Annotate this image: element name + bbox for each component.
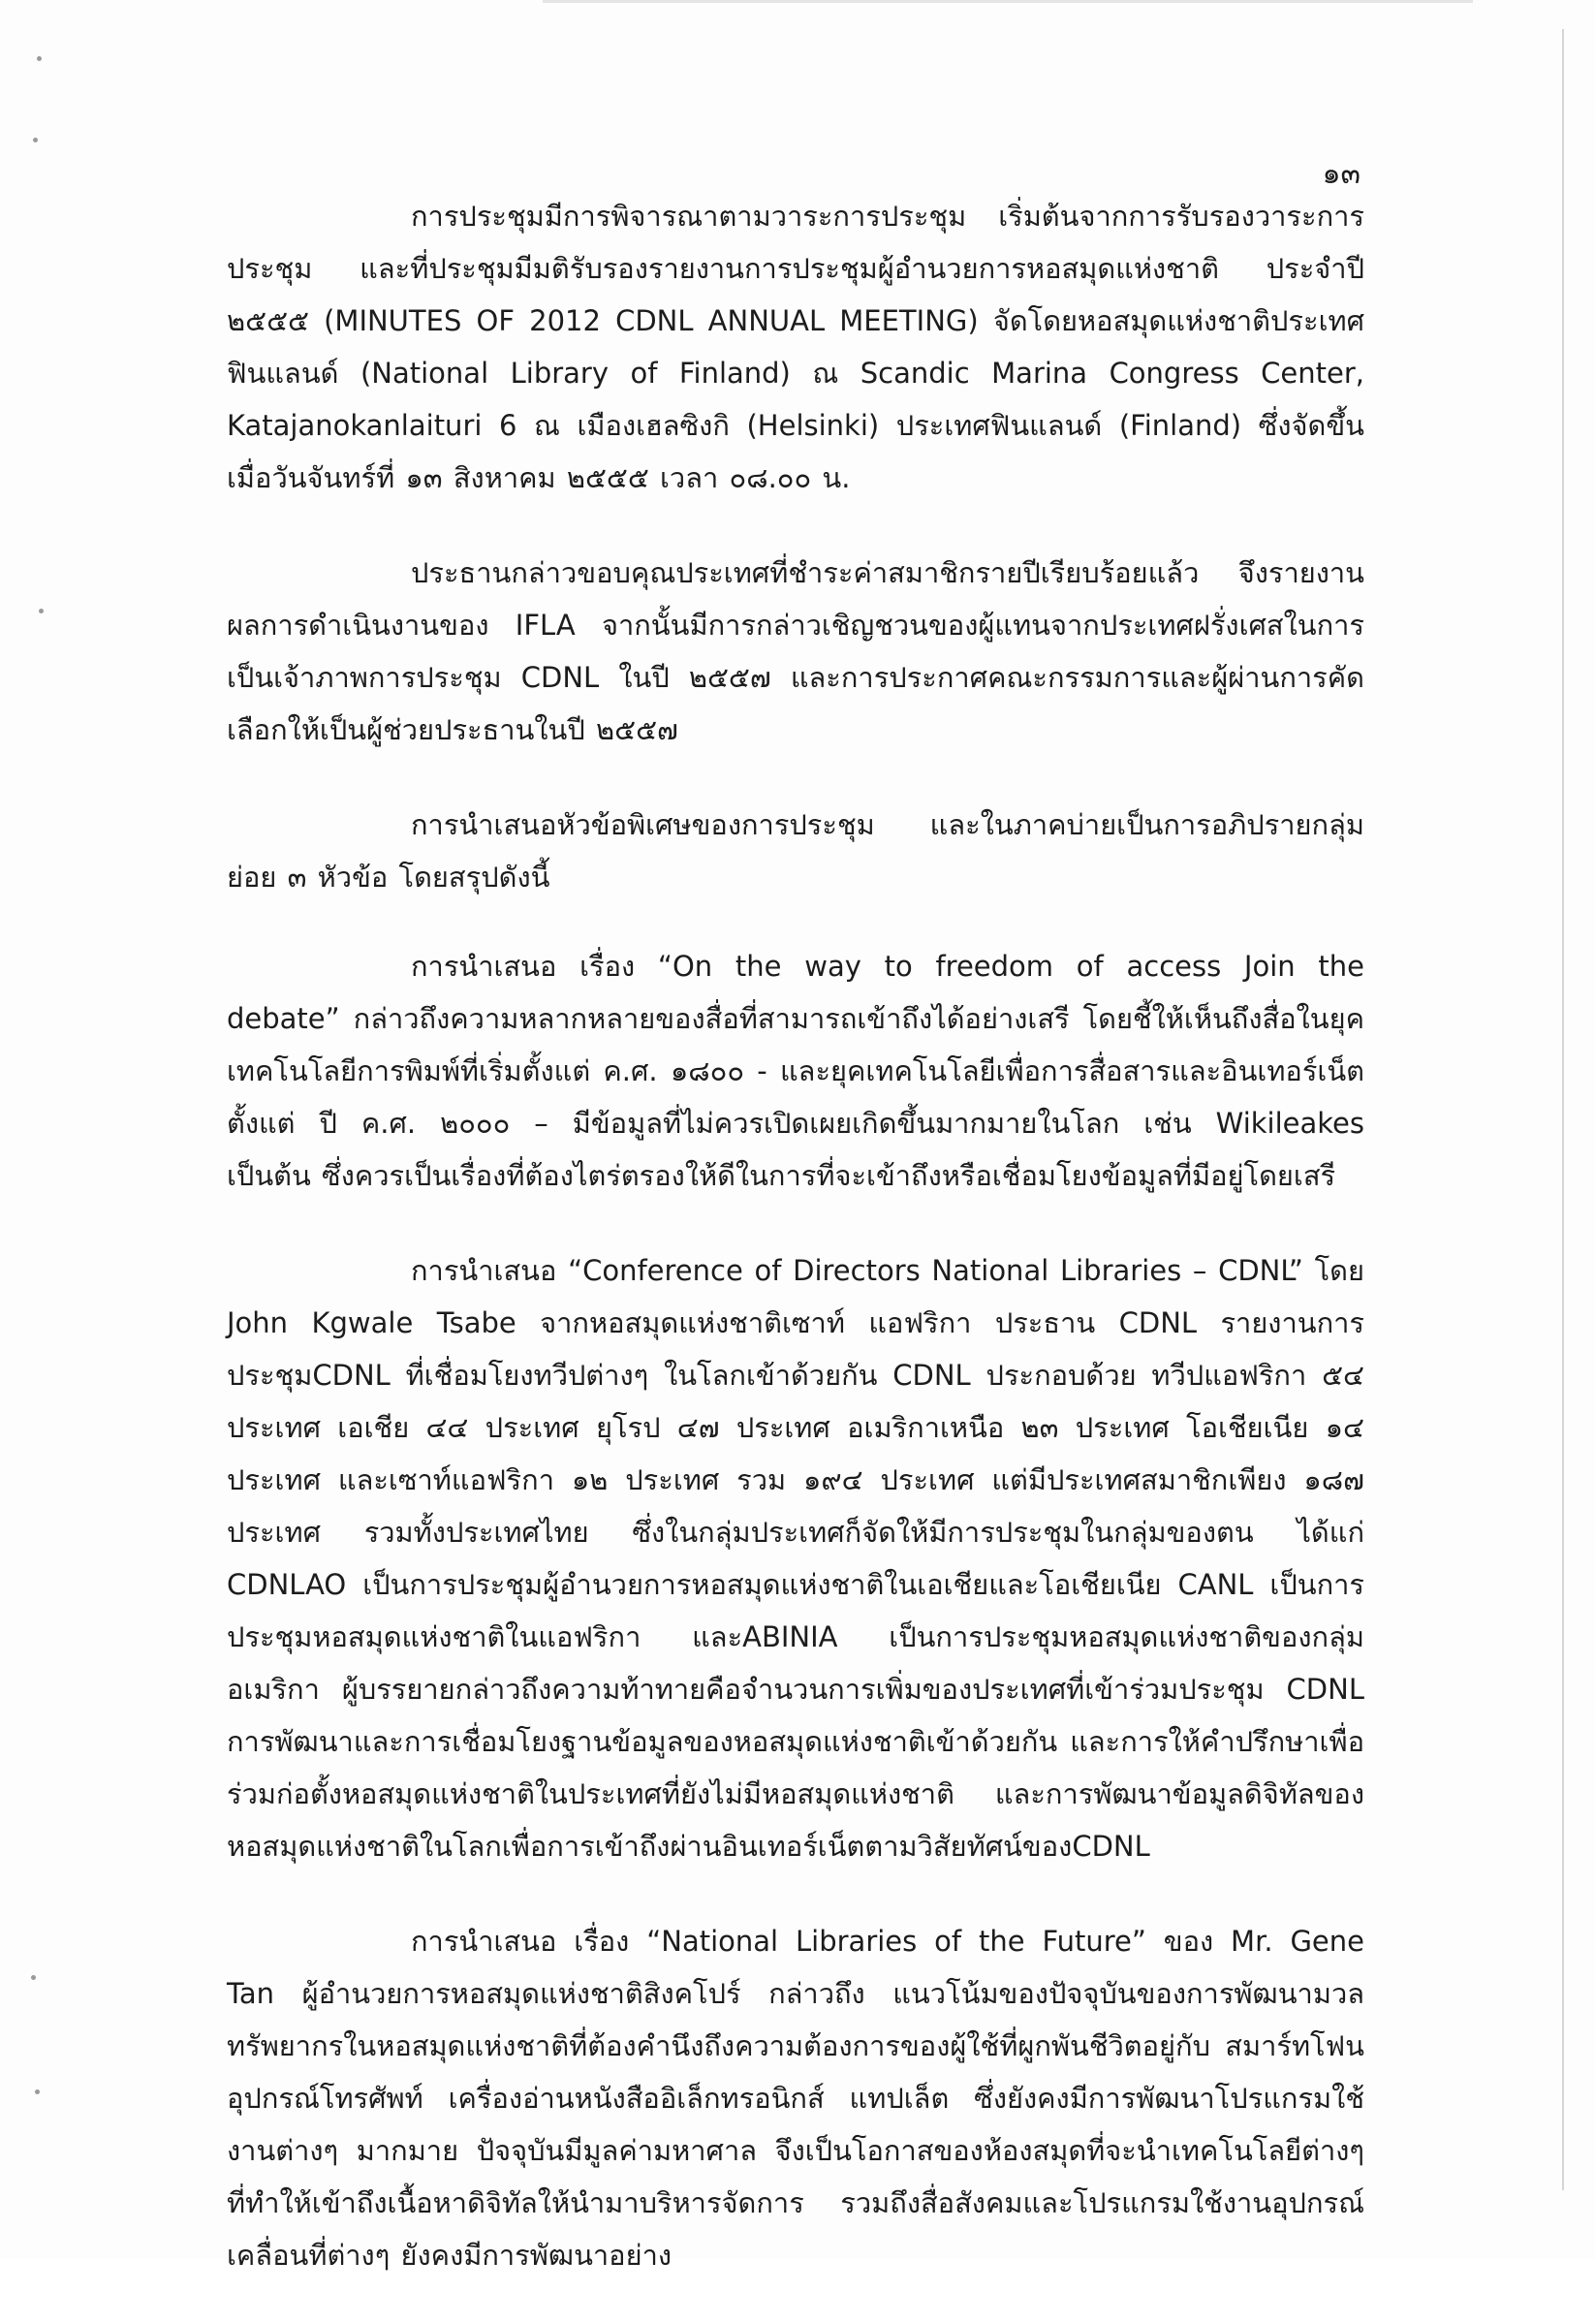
paragraph-cdnl-conference: การนำเสนอ “Conference of Directors National Libraries – CDNL” โดย John Kgwale Tsabe จากหอสมุดแห่งชาติเซาท์ แอฟริกา ประธาน CDNL รายงานการประชุมCDNL ที่เชื่อมโยงทวีปต่างๆ ในโลกเข้าด้วยกัน CDNL ประกอบด้วย ทวีปแอฟริกา ๕๔ ประเทศ เอเชีย ๔๔ ประเทศ ยุโรป ๔๗ ประเทศ อเมริกาเหนือ ๒๓ ประเทศ โอเชียเนีย ๑๔ ประเทศ และเซาท์แอฟริกา ๑๒ ประเทศ รวม ๑๙๔ ประเทศ แต่มีประเทศสมาชิกเพียง ๑๘๗ ประเทศ รวมทั้งประเทศไทย ซึ่งในกลุ่มประเทศก็จัดให้มีการประชุมในกลุ่มของตน ได้แก่ CDNLAO เป็นการประชุมผู้อำนวยการหอสมุดแห่งชาติในเอเชียและโอเชียเนีย CANL เป็นการประชุมหอสมุดแห่งชาติในแอฟริกา และABINIA เป็นการประชุมหอสมุดแห่งชาติของกลุ่มอเมริกา ผู้บรรยายกล่าวถึงความท้าทายคือจำนวนการเพิ่มของประเทศที่เข้าร่วมประชุม CDNL การพัฒนาและการเชื่อมโยงฐานข้อมูลของหอสมุดแห่งชาติเข้าด้วยกัน และการให้คำปรึกษาเพื่อร่วมก่อตั้งหอสมุดแห่งชาติในประเทศที่ยังไม่มีหอสมุดแห่งชาติ และการพัฒนาข้อมูลดิจิทัลของหอสมุดแห่งชาติในโลกเพื่อการเข้าถึงผ่านอินเทอร์เน็ตตามวิสัยทัศน์ของCDNL: [227, 1254, 1364, 1863]
paragraph-libraries-future: การนำเสนอ เรื่อง “National Libraries of the Future” ของ Mr. Gene Tan ผู้อำนวยการหอสมุดแห่งชาติสิงคโปร์ กล่าวถึง แนวโน้มของปัจจุบันของการพัฒนามวลทรัพยากรในหอสมุดแห่งชาติที่ต้องคำนึงถึงความต้องการของผู้ใช้ที่ผูกพันชีวิตอยู่กับ สมาร์ทโฟน อุปกรณ์โทรศัพท์ เครื่องอ่านหนังสืออิเล็กทรอนิกส์ แทปเล็ต ซึ่งยังคงมีการพัฒนาโปรแกรมใช้งานต่างๆ มากมาย ปัจจุบันมีมูลค่ามหาศาล จึงเป็นโอกาสของห้องสมุดที่จะนำเทคโนโลยีต่างๆ ที่ทำให้เข้าถึงเนื้อหาดิจิทัลให้นำมาบริหารจัดการ รวมถึงสื่อสังคมและโปรแกรมใช้งานอุปกรณ์เคลื่อนที่ต่างๆ ยังคงมีการพัฒนาอย่าง: [227, 1925, 1364, 2272]
scan-speck: [33, 138, 38, 142]
scan-right-edge: [1562, 29, 1564, 2190]
document-body: [227, 190, 1364, 2324]
paragraph-special-topics: การนำเสนอหัวข้อพิเศษของการประชุม และในภาคบ่ายเป็นการอภิปรายกลุ่มย่อย ๓ หัวข้อ โดยสรุปดังนี้: [227, 808, 1364, 894]
scan-speck: [39, 609, 44, 613]
scan-speck: [31, 1975, 36, 1980]
scan-top-edge: [543, 0, 1473, 3]
scan-speck: [35, 2089, 40, 2094]
page-number: ๑๓: [1322, 157, 1360, 191]
scan-speck: [37, 56, 42, 61]
paragraph-freedom-of-access: การนำเสนอ เรื่อง “On the way to freedom of access Join the debate” กล่าวถึงความหลากหลายของสื่อที่สามารถเข้าถึงได้อย่างเสรี โดยชี้ให้เห็นถึงสื่อในยุคเทคโนโลยีการพิมพ์ที่เริ่มตั้งแต่ ค.ศ. ๑๘๐๐ - และยุคเทคโนโลยีเพื่อการสื่อสารและอินเทอร์เน็ต ตั้งแต่ ปี ค.ศ. ๒๐๐๐ – มีข้อมูลที่ไม่ควรเปิดเผยเกิดขึ้นมากมายในโลก เช่น Wikileakes เป็นต้น ซึ่งควรเป็นเรื่องที่ต้องไตร่ตรองให้ดีในการที่จะเข้าถึงหรือเชื่อมโยงข้อมูลที่มีอยู่โดยเสรี: [227, 950, 1364, 1192]
paragraph-agenda: การประชุมมีการพิจารณาตามวาระการประชุม เริ่มต้นจากการรับรองวาระการประชุม และที่ประชุมมีมติรับรองรายงานการประชุมผู้อำนวยการหอสมุดแห่งชาติ ประจำปี ๒๕๕๕ (MINUTES OF 2012 CDNL ANNUAL MEETING) จัดโดยหอสมุดแห่งชาติประเทศฟินแลนด์ (National Library of Finland) ณ Scandic Marina Congress Center, Katajanokanlaituri 6 ณ เมืองเฮลซิงกิ (Helsinki) ประเทศฟินแลนด์ (Finland) ซึ่งจัดขึ้นเมื่อวันจันทร์ที่ ๑๓ สิงหาคม ๒๕๕๕ เวลา ๐๘.๐๐ น.: [227, 200, 1364, 494]
paragraph-chair-report: ประธานกล่าวขอบคุณประเทศที่ชำระค่าสมาชิกรายปีเรียบร้อยแล้ว จึงรายงานผลการดำเนินงานของ IFLA จากนั้นมีการกล่าวเชิญชวนของผู้แทนจากประเทศฝรั่งเศสในการเป็นเจ้าภาพการประชุม CDNL ในปี ๒๕๕๗ และการประกาศคณะกรรมการและผู้ผ่านการคัดเลือกให้เป็นผู้ช่วยประธานในปี ๒๕๕๗: [227, 556, 1364, 746]
